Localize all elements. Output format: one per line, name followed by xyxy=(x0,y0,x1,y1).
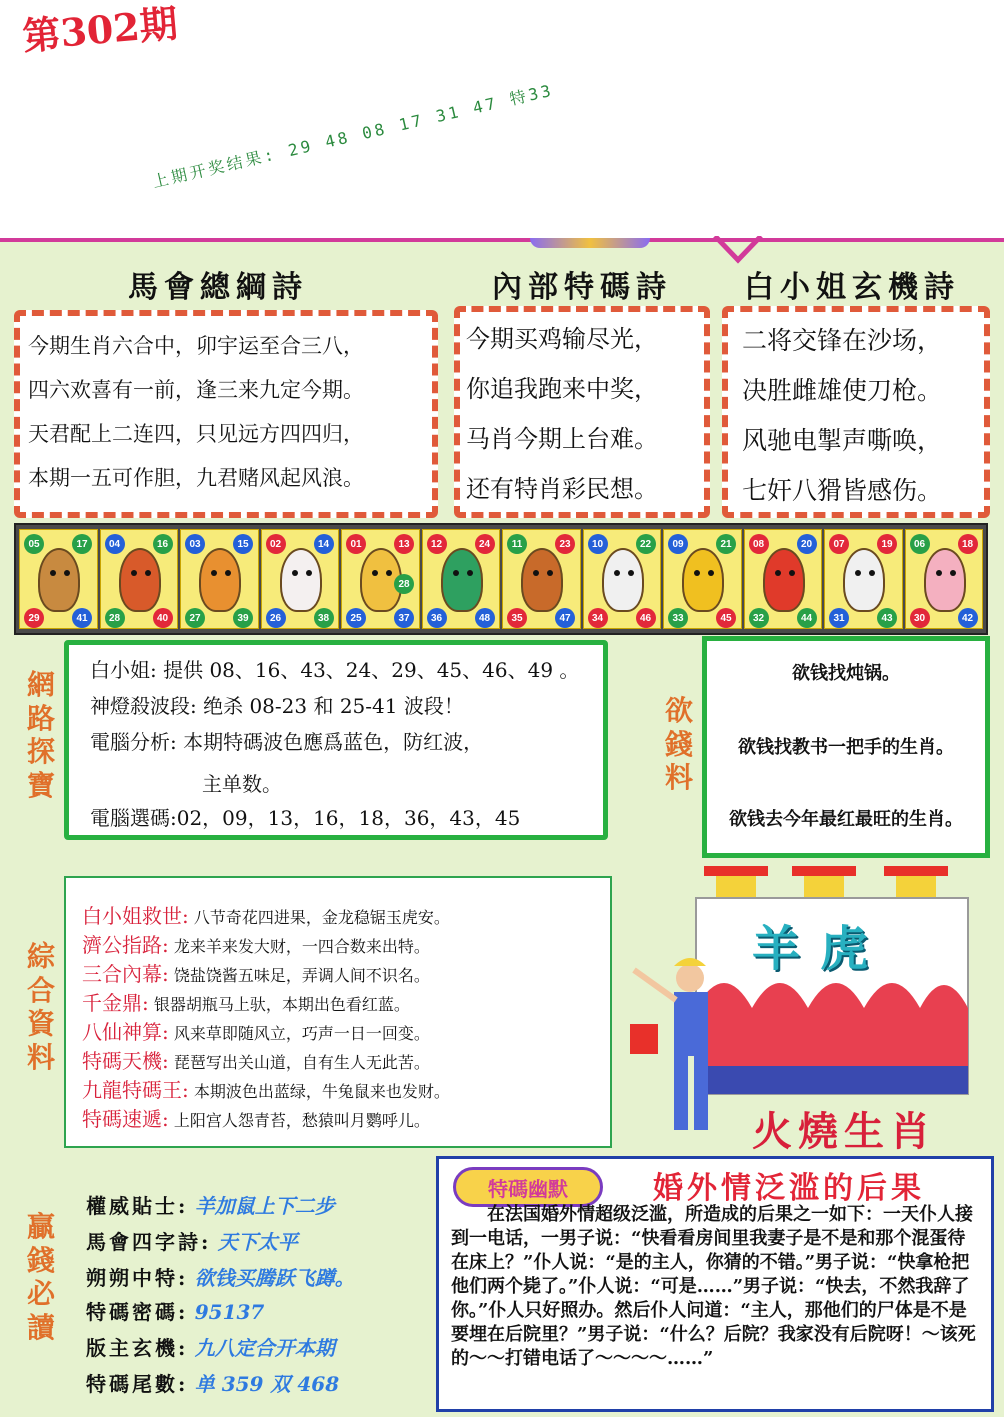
zodiac-number: 46 xyxy=(636,608,656,628)
combined-key: 千金鼎: xyxy=(82,991,149,1015)
tip-val: 95137 xyxy=(194,1300,265,1324)
zodiac-number: 21 xyxy=(716,534,736,554)
net-line-5: 電腦選碼:02，09，13，16，18，36，43，45 xyxy=(90,806,521,830)
zodiac-number: 35 xyxy=(507,608,527,628)
rabbit-icon xyxy=(280,548,322,612)
tip-val: 欲钱买腾跃飞蹲。 xyxy=(194,1266,355,1290)
zodiac-number: 40 xyxy=(153,608,173,628)
poem-title-2: 內部特碼詩 xyxy=(492,270,672,305)
eye xyxy=(453,570,459,576)
zodiac-number: 09 xyxy=(668,534,688,554)
zodiac-cell-goat xyxy=(583,529,662,629)
tip-key: 特碼密碼: xyxy=(86,1300,189,1324)
zodiac-number: 02 xyxy=(266,534,286,554)
eye xyxy=(547,570,553,576)
pig-icon xyxy=(924,548,966,612)
money-section-label: 欲錢料 xyxy=(664,694,693,795)
tip-row xyxy=(86,1262,355,1291)
story-text: 在法国婚外情超级泛滥，所造成的后果之一如下：一天仆人接到一电话，一男子说：“快看看房间里我妻子是不是和那个混蛋待在床上？”仆人说：“是的主人，你猜的不错。”男子说：“快拿枪把他们两个毙了。”仆人说：“可是……”男子说：“快去，不然我辞了你。”仆人只好照办。然后仆人问道：“主人，那他们的尸体是不是要埋在后院里？”男子说：“什么？后院？我家没有后院呀！～该死的～～打错电话了～～～～……” xyxy=(451,1204,976,1369)
combined-val: 本期波色出蓝绿，牛兔鼠来也发财。 xyxy=(193,1082,450,1101)
poem-title-1: 馬會總綱詩 xyxy=(128,270,308,305)
zodiac-number: 12 xyxy=(427,534,447,554)
eye xyxy=(145,570,151,576)
poem-1-line: 天君配上二连四，只见远方四四归， xyxy=(28,422,364,446)
combined-section-label: 綜合資料 xyxy=(26,940,55,1074)
eye xyxy=(50,570,56,576)
tip-val: 羊加鼠上下二步 xyxy=(194,1194,335,1218)
zodiac-cell-monkey xyxy=(663,529,742,629)
story-title: 婚外情泛滥的后果 xyxy=(653,1171,925,1206)
poem-2-line: 还有特肖彩民想。 xyxy=(466,475,658,503)
net-line-1: 白小姐: 提供 08、16、43、24、29、45、46、49 。 xyxy=(90,658,580,682)
eye xyxy=(628,570,634,576)
snake-icon xyxy=(441,548,483,612)
zodiac-number: 41 xyxy=(72,608,92,628)
eye xyxy=(225,570,231,576)
zodiac-number: 15 xyxy=(233,534,253,554)
zodiac-number: 36 xyxy=(427,608,447,628)
zodiac-number: 25 xyxy=(346,608,366,628)
billboard-illustration xyxy=(694,862,984,1098)
humor-story-box xyxy=(436,1156,994,1412)
combined-row xyxy=(82,987,410,1016)
eye xyxy=(467,570,473,576)
zodiac-number: 28 xyxy=(394,574,414,594)
zodiac-number: 44 xyxy=(797,608,817,628)
zodiac-cell-ox xyxy=(100,529,179,629)
tip-key: 朔朔中特: xyxy=(86,1266,189,1290)
tip-val: 单 359 双 468 xyxy=(194,1372,340,1396)
eye xyxy=(936,570,942,576)
combined-row xyxy=(82,1074,450,1103)
eye xyxy=(292,570,298,576)
story-tag: 特碼幽默 xyxy=(453,1167,603,1207)
eye xyxy=(386,570,392,576)
combined-val: 龙来羊来发大财，一四合数来出特。 xyxy=(173,937,430,956)
eye xyxy=(694,570,700,576)
poem-3-line: 决胜雌雄使刀枪。 xyxy=(742,376,943,405)
zodiac-number: 31 xyxy=(829,608,849,628)
eye xyxy=(131,570,137,576)
poem-1-lines xyxy=(28,324,364,500)
net-line-3: 電腦分析: 本期特碼波色應爲蓝色，防红波， xyxy=(90,730,484,754)
combined-val: 上阳宫人怨青苔，愁猿叫月鹦呼儿。 xyxy=(173,1111,430,1130)
previous-result: 上期开奖结果: 29 48 08 17 31 47 特33 xyxy=(150,80,556,192)
zodiac-number: 05 xyxy=(24,534,44,554)
rat-icon xyxy=(38,548,80,612)
zodiac-number: 11 xyxy=(507,534,527,554)
money-section-box xyxy=(702,636,990,858)
tip-row xyxy=(86,1332,335,1361)
combined-row xyxy=(82,1045,430,1074)
poem-3-line: 七奸八猾皆感伤。 xyxy=(742,476,943,505)
zodiac-number: 43 xyxy=(877,608,897,628)
money-line-1: 欲钱找炖锅。 xyxy=(792,663,900,684)
tip-key: 權威貼士: xyxy=(86,1194,189,1218)
zodiac-number: 28 xyxy=(105,608,125,628)
tip-key: 馬會四字詩: xyxy=(86,1230,212,1254)
combined-val: 琵琶写出关山道，自有生人无此苦。 xyxy=(173,1053,430,1072)
zodiac-number: 32 xyxy=(749,608,769,628)
tip-val: 九八定合开本期 xyxy=(194,1336,335,1360)
poem-3-line: 风驰电掣声嘶唤， xyxy=(742,426,943,455)
zodiac-number: 01 xyxy=(346,534,366,554)
monkey-icon xyxy=(682,548,724,612)
combined-val: 风来草即随风立，巧声一日一回变。 xyxy=(173,1024,430,1043)
zodiac-number: 08 xyxy=(749,534,769,554)
horse-icon xyxy=(521,548,563,612)
tip-row xyxy=(86,1190,335,1219)
zodiac-number: 04 xyxy=(105,534,125,554)
zodiac-cell-dog xyxy=(824,529,903,629)
chevron-down-icon xyxy=(713,236,763,264)
zodiac-number: 22 xyxy=(636,534,656,554)
zodiac-number: 07 xyxy=(829,534,849,554)
zodiac-number: 30 xyxy=(910,608,930,628)
zodiac-cell-rooster xyxy=(744,529,823,629)
zodiac-number: 10 xyxy=(588,534,608,554)
combined-row xyxy=(82,1103,430,1132)
zodiac-number: 20 xyxy=(797,534,817,554)
zodiac-number: 48 xyxy=(475,608,495,628)
poem-3-lines xyxy=(742,316,942,516)
tip-row xyxy=(86,1368,339,1397)
eye xyxy=(775,570,781,576)
zodiac-number: 29 xyxy=(24,608,44,628)
tip-row xyxy=(86,1226,298,1255)
zodiac-cell-dragon xyxy=(341,529,420,629)
zodiac-number: 19 xyxy=(877,534,897,554)
zodiac-number: 27 xyxy=(185,608,205,628)
eye xyxy=(306,570,312,576)
eye xyxy=(869,570,875,576)
combined-key: 九龍特碼王: xyxy=(82,1078,189,1102)
painter-icon xyxy=(624,950,720,1140)
zodiac-strip xyxy=(14,523,988,635)
eye xyxy=(789,570,795,576)
eye xyxy=(855,570,861,576)
eye xyxy=(950,570,956,576)
combined-key: 白小姐救世: xyxy=(82,904,189,928)
combined-row xyxy=(82,900,450,929)
zodiac-number: 37 xyxy=(394,608,414,628)
combined-val: 银器胡瓶马上驮，本期出色看红蓝。 xyxy=(153,995,410,1014)
zodiac-cell-snake xyxy=(422,529,501,629)
zodiac-number: 47 xyxy=(555,608,575,628)
billboard-caption: 火燒生肖 xyxy=(752,1108,936,1155)
combined-key: 特碼天機: xyxy=(82,1049,169,1073)
tip-val: 天下太平 xyxy=(217,1230,298,1254)
zodiac-number: 18 xyxy=(958,534,978,554)
money-line-3: 欲钱去今年最红最旺的生肖。 xyxy=(729,809,963,830)
combined-key: 特碼速遞: xyxy=(82,1107,169,1131)
poem-1-line: 今期生肖六合中，卯宇运至合三八， xyxy=(28,334,364,358)
poem-2-line: 马肖今期上台难。 xyxy=(466,425,658,453)
combined-key: 三合內幕: xyxy=(82,962,169,986)
eye xyxy=(211,570,217,576)
money-line-2: 欲钱找教书一把手的生肖。 xyxy=(738,737,954,758)
zodiac-number: 17 xyxy=(72,534,92,554)
zodiac-number: 06 xyxy=(910,534,930,554)
zodiac-number: 14 xyxy=(314,534,334,554)
zodiac-number: 23 xyxy=(555,534,575,554)
tiger-icon xyxy=(199,548,241,612)
combined-val: 八节奇花四进果，金龙稳锯玉虎安。 xyxy=(193,908,450,927)
combined-section-box xyxy=(64,876,612,1148)
combined-row xyxy=(82,929,430,958)
zodiac-number: 24 xyxy=(475,534,495,554)
combined-row xyxy=(82,958,430,987)
poem-1-line: 本期一五可作胆，九君赌风起风浪。 xyxy=(28,466,364,490)
eye xyxy=(614,570,620,576)
zodiac-number: 34 xyxy=(588,608,608,628)
zodiac-cell-pig xyxy=(905,529,984,629)
poem-2-line: 今期买鸡输尽光， xyxy=(466,325,658,353)
rooster-icon xyxy=(763,548,805,612)
poem-1-line: 四六欢喜有一前，逢三来九定今期。 xyxy=(28,378,364,402)
tip-key: 特碼尾數: xyxy=(86,1372,189,1396)
eye xyxy=(533,570,539,576)
eye xyxy=(372,570,378,576)
poem-title-3: 白小姐玄機詩 xyxy=(744,270,960,305)
zodiac-cell-horse xyxy=(502,529,581,629)
poem-2-lines xyxy=(466,314,658,514)
tip-row xyxy=(86,1296,264,1325)
zodiac-number: 13 xyxy=(394,534,414,554)
zodiac-cell-tiger xyxy=(180,529,259,629)
poem-3-line: 二将交锋在沙场， xyxy=(742,326,943,355)
tip-key: 版主玄機: xyxy=(86,1336,189,1360)
zodiac-number: 33 xyxy=(668,608,688,628)
eye xyxy=(708,570,714,576)
eye xyxy=(64,570,70,576)
header-ribbon-decoration xyxy=(530,238,650,248)
zodiac-number: 39 xyxy=(233,608,253,628)
zodiac-cell-rabbit xyxy=(261,529,340,629)
zodiac-number: 42 xyxy=(958,608,978,628)
tips-section-label: 贏錢必讀 xyxy=(26,1210,55,1344)
combined-row xyxy=(82,1016,430,1045)
dog-icon xyxy=(843,548,885,612)
ox-icon xyxy=(119,548,161,612)
zodiac-number: 45 xyxy=(716,608,736,628)
combined-key: 濟公指路: xyxy=(82,933,169,957)
zodiac-number: 26 xyxy=(266,608,286,628)
net-section-label: 網路探寶 xyxy=(26,668,55,802)
combined-val: 饶盐饶酱五味足，弄调人间不识名。 xyxy=(173,966,430,985)
poem-2-line: 你追我跑来中奖， xyxy=(466,375,658,403)
combined-key: 八仙神算: xyxy=(82,1020,169,1044)
net-line-2: 神燈殺波段: 绝杀 08-23 和 25-41 波段！ xyxy=(90,694,464,718)
zodiac-number: 38 xyxy=(314,608,334,628)
billboard-zodiac-name: 羊虎 xyxy=(752,921,889,977)
zodiac-number: 16 xyxy=(153,534,173,554)
zodiac-cell-rat xyxy=(19,529,98,629)
issue-number: 第302期 xyxy=(20,0,180,59)
zodiac-number: 03 xyxy=(185,534,205,554)
goat-icon xyxy=(602,548,644,612)
net-line-4: 主单数。 xyxy=(202,772,282,796)
